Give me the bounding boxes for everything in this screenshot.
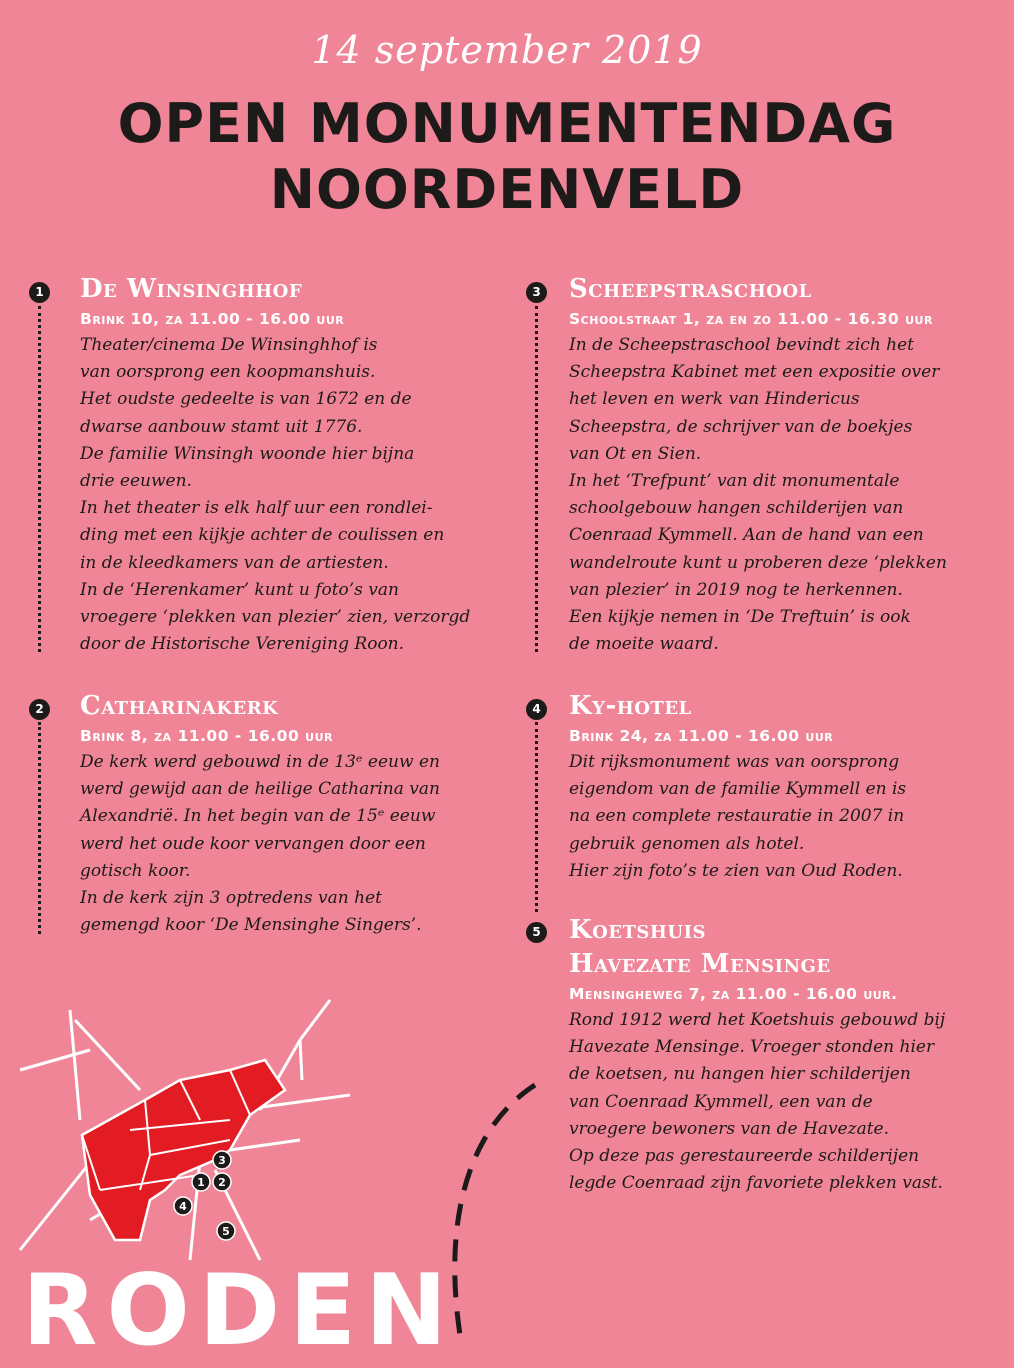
map-marker-label: 2: [218, 1176, 226, 1189]
description-line: vroegere bewoners van de Havezate.: [569, 1118, 890, 1139]
entry-description: [569, 332, 947, 658]
entry-title: Koetshuis: [569, 915, 707, 945]
page-title-line-2: NOORDENVELD: [269, 158, 745, 221]
description-line: ding met een kijkje achter de coulissen en: [80, 525, 445, 546]
entry-address: Brink 10, za 11.00 - 16.00 uur: [80, 310, 345, 328]
description-line: vroegere ‘plekken van plezier’ zien, verzorgd: [80, 607, 471, 628]
entry-title: De Winsinghhof: [80, 274, 303, 304]
description-line: Dit rijksmonument was van oorsprong: [569, 752, 900, 772]
description-line: gebruik genomen als hotel.: [569, 833, 805, 854]
description-line: Het oudste gedeelte is van 1672 en de: [80, 389, 412, 410]
description-line: het leven en werk van Hindericus: [569, 389, 860, 410]
entry-title-line-2: Havezate Mensinge: [569, 949, 831, 979]
entry-title: Catharinakerk: [80, 691, 279, 721]
description-line: Scheepstra, de schrijver van de boekjes: [569, 416, 913, 437]
entry-description: [80, 332, 470, 658]
description-line: Coenraad Kymmell. Aan de hand van een: [569, 525, 924, 546]
map-marker-label: 1: [197, 1176, 205, 1189]
description-line: wandelroute kunt u proberen deze ‘plekken: [569, 552, 947, 573]
description-line: van plezier’ in 2019 nog te herkennen.: [569, 579, 903, 600]
description-line: In de ‘Herenkamer’ kunt u foto’s van: [80, 579, 399, 600]
description-line: gotisch koor.: [80, 860, 191, 881]
description-line: de koetsen, nu hangen hier schilderijen: [569, 1064, 911, 1085]
description-line: schoolgebouw hangen schilderijen van: [569, 498, 904, 519]
description-line: eigendom van de familie Kymmell en is: [569, 779, 907, 800]
description-line: Hier zijn foto’s te zien van Oud Roden.: [569, 860, 903, 881]
description-line: dwarse aanbouw stamt uit 1776.: [80, 416, 363, 437]
dotted-connector: [535, 306, 538, 652]
entry-title: Ky-hotel: [569, 691, 692, 721]
entry-number-badge: 4: [526, 699, 547, 720]
description-line: De kerk werd gebouwd in de 13ᵉ eeuw en: [80, 752, 440, 772]
description-line: van Ot en Sien.: [569, 443, 702, 464]
description-line: Alexandrië. In het begin van de 15ᵉ eeuw: [80, 806, 436, 827]
description-line: Op deze pas gerestaureerde schilderijen: [569, 1146, 920, 1167]
entry-description: [80, 749, 440, 939]
entry-address: Brink 24, za 11.00 - 16.00 uur: [569, 727, 834, 745]
entry-description: [569, 749, 906, 885]
entry-title: Scheepstraschool: [569, 274, 812, 304]
entry-address: Schoolstraat 1, za en zo 11.00 - 16.30 uur: [569, 310, 933, 328]
description-line: in de kleedkamers van de artiesten.: [80, 552, 389, 573]
entry-number-badge: 1: [29, 282, 50, 303]
description-line: van oorsprong een koopmanshuis.: [80, 362, 376, 383]
monument-entry-ky-hotel: [569, 689, 906, 885]
description-line: Scheepstra Kabinet met een expositie over: [569, 362, 940, 383]
description-line: Havezate Mensinge. Vroeger stonden hier: [569, 1037, 935, 1058]
description-line: Rond 1912 werd het Koetshuis gebouwd bij: [569, 1010, 946, 1030]
entry-address: Brink 8, za 11.00 - 16.00 uur: [80, 727, 333, 745]
description-line: gemengd koor ‘De Mensinghe Singers’.: [80, 915, 422, 936]
entry-number-badge: 5: [526, 922, 547, 943]
map-marker-label: 5: [222, 1225, 230, 1238]
description-line: In de Scheepstraschool bevindt zich het: [569, 335, 915, 355]
page-title-line-1: OPEN MONUMENTENDAG: [117, 92, 897, 155]
description-line: van Coenraad Kymmell, een van de: [569, 1091, 873, 1112]
description-line: na een complete restauratie in 2007 in: [569, 806, 905, 827]
description-line: drie eeuwen.: [80, 471, 192, 492]
monument-entry-winsinghhof: [80, 272, 470, 658]
entry-number-badge: 3: [526, 282, 547, 303]
town-name-label: RODEN: [22, 1254, 457, 1368]
description-line: Een kijkje nemen in ‘De Treftuin’ is ook: [569, 607, 911, 628]
description-line: legde Coenraad zijn favoriete plekken vast.: [569, 1173, 943, 1194]
roden-map: [0, 990, 400, 1270]
description-line: werd het oude koor vervangen door een: [80, 833, 426, 854]
description-line: Theater/cinema De Winsinghhof is: [80, 335, 378, 355]
monument-entry-koetshuis: [569, 913, 945, 1197]
monument-entry-catharinakerk: [80, 689, 440, 939]
description-line: In het theater is elk half uur een rondlei-: [80, 498, 433, 519]
description-line: In het ‘Trefpunt’ van dit monumentale: [569, 471, 900, 492]
map-marker-label: 3: [218, 1154, 226, 1167]
dotted-connector: [38, 306, 41, 652]
dotted-connector: [38, 722, 41, 934]
description-line: werd gewijd aan de heilige Catharina van: [80, 779, 440, 800]
entry-description: [569, 1007, 945, 1197]
entry-number-badge: 2: [29, 699, 50, 720]
entry-address: Mensingheweg 7, za 11.00 - 16.00 uur.: [569, 985, 898, 1003]
dotted-connector: [535, 722, 538, 912]
description-line: door de Historische Vereniging Roon.: [80, 634, 405, 655]
monument-entry-scheepstraschool: [569, 272, 947, 658]
description-line: De familie Winsingh woonde hier bijna: [80, 443, 415, 464]
description-line: In de kerk zijn 3 optredens van het: [80, 888, 382, 909]
map-marker-label: 4: [179, 1200, 187, 1213]
description-line: de moeite waard.: [569, 634, 719, 655]
event-date: 14 september 2019: [311, 28, 703, 72]
